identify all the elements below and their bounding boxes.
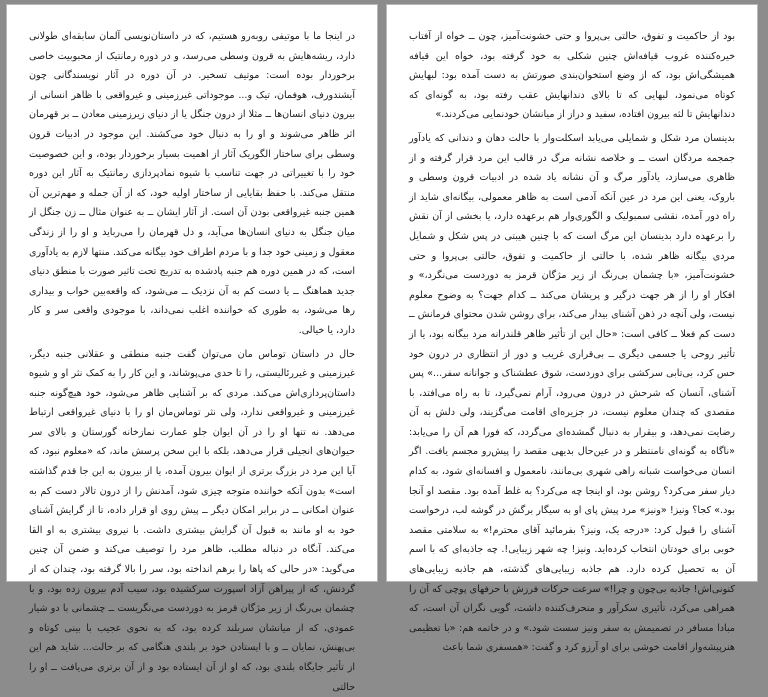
right-paragraph-1: بود از حاکمیت و تفوق، حالتی بی‌پروا و حتی خشونت‌آمیز، چون ــ خواه از آفتاب خیره‌کننده غروب قیافه‌اش چنین شکلی به خود گرفته بود، خواه این قیافه همیشگی‌اش بود، که از وضع استخوان‌بندی صورتش به دست آمده بود: لبهایش کوتاه می‌نمود، لبهایی که تا بالای دندانهایش عقب رفته بود، به گونه‌ای که دندانهایش تا لثه بیرون افتاده، سفید و دراز از میانشان خودنمایی می‌کردند.» xyxy=(409,27,735,125)
left-paragraph-2: حال در داستان توماس مان می‌توان گفت جنبه منطقی و عقلانی جنبه دیگر، غیرزمینی و غیررئالیستی، را تا حدی می‌پوشاند، و این کار را به کمک نثر او و شیوه داستان‌پردازی‌اش می‌کند. مردی که بر آشنایی ظاهر می‌شود، خود هیچ‌گونه جنبه غیرزمینی و غیرواقعی ندارد، ولی نثر توماس‌مان او را با دنیای غیرواقعی ارتباط می‌دهد. نه تنها او را در آن ایوان جلو عمارت نمازخانه گورستان و بالای سر حیوان‌های انجیلی قرار می‌دهد، بلکه با این سخن پرسش ماند، که «معلوم نبود، که آیا این مرد در بزرگ برتری از ایوان بیرون آمده، یا از بیرون به این جا قدم گذاشته است» بدون آنکه خواننده متوجه چیزی شود، آمدنش را از درون تالار دست کم به عنوان امکانی ــ در برابر امکان دیگر ــ پیش روی او قرار داده، تا از گرایش آشنای خود به او مانند به قبول آن گرایش بیشتری داشت. با نیروی بیشتری به او القا می‌کند. آنگاه در دنباله مطلب، ظاهر مرد را توصیف می‌کند و ضمن آن چنین می‌گوید: «در حالی که پاها را برهم انداخته بود، سر را بالا گرفته بود، چندان که از گردنش، که از پیراهن آزاد اسپورت سرکشیده بود، سیب آدم بیرون زده بود، و با چشمان بی‌رنگ از زیر مژگان قرمز به دوردست می‌نگریست ــ چشمانی با دو شیار عمودی، که از میانشان سربلند کرده بود، که به نحوی عجیب با بینی کوتاه و بی‌پهنش، نمایان ــ و با ایستادن خود بر بلندی هنگامی که بر حالت... شاید هم این از تأثیر جایگاه بلندی بود، که او از آن ایستاده بود و از آن برتری می‌یافت ــ او را حالتی xyxy=(29,345,355,697)
left-page xyxy=(6,4,378,582)
right-page xyxy=(386,4,758,582)
left-paragraph-1: در اینجا ما با موتیفی رو‌به‌رو هستیم، که در داستان‌نویسی آلمان سابقه‌ای طولانی دارد، ریشه‌هایش به قرون وسطی می‌رسد، و در دوره رمانتیک از محبوبیت خاصی برخوردار بوده است: موتیف تسخیر. در آن دوره در آثار نویسندگانی چون آیشندورف، هوفمان، تیک و... موجوداتی غیرزمینی و غیرواقعی با ظاهر انسانی از بیرون دنیای انسان‌ها ــ مثلا از درون جنگل یا از دنیای زیرزمینی معادن ــ بر قهرمان اثر ظاهر می‌شوند و او را به دنبال خود می‌کشند. این موجود در ادبیات قرون وسطی برای ساختار الگوریک آثار از اهمیت بسیار برخوردار بوده، و این خصوصیت خود را با تغییراتی در جهت تناسب با شیوه نمادپردازی رمانتیک به آثار این دوره منتقل می‌کند. با حفظ بقایایی از ساختار اولیه خود، که از آن جمله و مهم‌ترین آن همین جنبه غیرواقعی بودن آن است. از آثار ایشان ــ به عنوان مثال ــ زن جنگل از میان جنگل به دنیای انسان‌ها می‌آید، و دل قهرمان را می‌رباید و او را از زندگی معقول و زمینی خود جدا و با مردم اطراف خود بیگانه می‌کند. منتها لازم به یادآوری است، که در همین دوره هم جنبه پادشده به تدریج تحت تاثیر صورت با منطق دنیای جدید هماهنگ ــ یا دست کم به آن نزدیک ــ می‌شود، که واقعه‌بین خواب و بیداری رها می‌شود، به طوری که خواننده اغلب نمی‌داند، با موجودی واقعی سر و کار دارد، یا خیالی. xyxy=(29,27,355,341)
right-page-text xyxy=(409,27,735,561)
right-paragraph-2: بدینسان مرد شکل و شمایلی می‌یابد اسکلت‌وار با حالت دهان و دندانی که یادآور جمجمه مردگان است ــ و خلاصه نشانه مرگ در قالب این مرد قرار گرفته و از ظاهری می‌سازد، یادآور مرگ و آن نشانه یاد شده در ادبیات قرون وسطی و باروک، یعنی این مرد در عین آنکه آدمی است به ظاهر معمولی، بیگانه‌ای شاید از راه دور آمده، نقشی سمبولیک و الگوری‌وار هم برعهده دارد، یا بخشی از آن نقش را برعهده دارد بدینسان این مرگ است که با چنین هیبتی در پس شکل و شمایل مردی بیگانه ظاهر شده، با حالتی از حاکمیت و تفوق، حالتی بی‌پروا و حتی خشونت‌آمیز، «با چشمان بی‌رنگ از زیر مژگان قرمز به دوردست می‌نگرد،» و افکار او را از هر جهت درگیر و پریشان می‌کند ــ کدام جهت؟ به وضوح معلوم نیست، ولی آنچه در ذهن آشنای بیدار می‌کند، برای روشن شدن محتوای فرمانش ــ دست کم فعلا ــ کافی است: «حال این از تأثیر ظاهر قلندرانه مرد بیگانه بود، یا از تأثیر روحی یا جسمی دیگری ــ بی‌قراری غریب و دور از انتظاری در درون خود حس کرد، بی‌تابی سرکشی برای دوردست، شوق عطشناک و جوانانه سفر...» پس آشنای، آنسان که شرحش در درون می‌رود، آرام نمی‌گیرد، تا به راه می‌افتد، با مقصدی که چندان معلوم نیست، در جزیره‌ای اقامت می‌گزیند، ولی دلش به آن رضایت نمی‌دهد، و بیقرار به دنبال گمشده‌ای می‌گردد، که فورا هم آن را می‌یابد: «ناگاه به گونه‌ای نامنتظر و در عین‌حال بدیهی مقصد را پیش‌رو مجسم یافت. اگر انسان می‌خواست شبانه راهی شهری بی‌مانند، نامعمول و افسانه‌ای شود، به کدام دیار سفر می‌کرد؟ روشن بود، او اینجا چه می‌کرد؟ به غلط آمده بود. مقصد او آنجا بود.» کجا؟ ونیز! «ونیز» مرد پیش پای او به سیگار برگش در گوشه لب، درخواست آشنای را قبول کرد: «درجه یک، ونیز؟ بفرمائید آقای محترم!» به سلامتی مقصد خوبی برای خودتان انتخاب کرده‌اید. ونیز! چه شهر زیبایی!. چه جاذبه‌ای که با اسم آن به تحصیل کرده دارد. هم جاذبه زیبایی‌های گذشته، هم جاذبه زیبایی‌های کنونی‌اش! جاذبه بی‌چون و چرا!» سرعت حرکات فرزش با حرفهای پوچی که آن را همراهی می‌کرد، تأثیری سکرآور و منحرف‌کننده داشت، گویی نگران آن است، که مبادا مسافر در تصمیمش به سفر ونیز سست شود.» و در خاتمه هم: «با تعظیمی هنرپیشه‌وار اقامت خوشی برای او آرزو کرد و گفت: «همسفری شما باعث xyxy=(409,129,735,658)
left-page-text xyxy=(29,27,355,561)
